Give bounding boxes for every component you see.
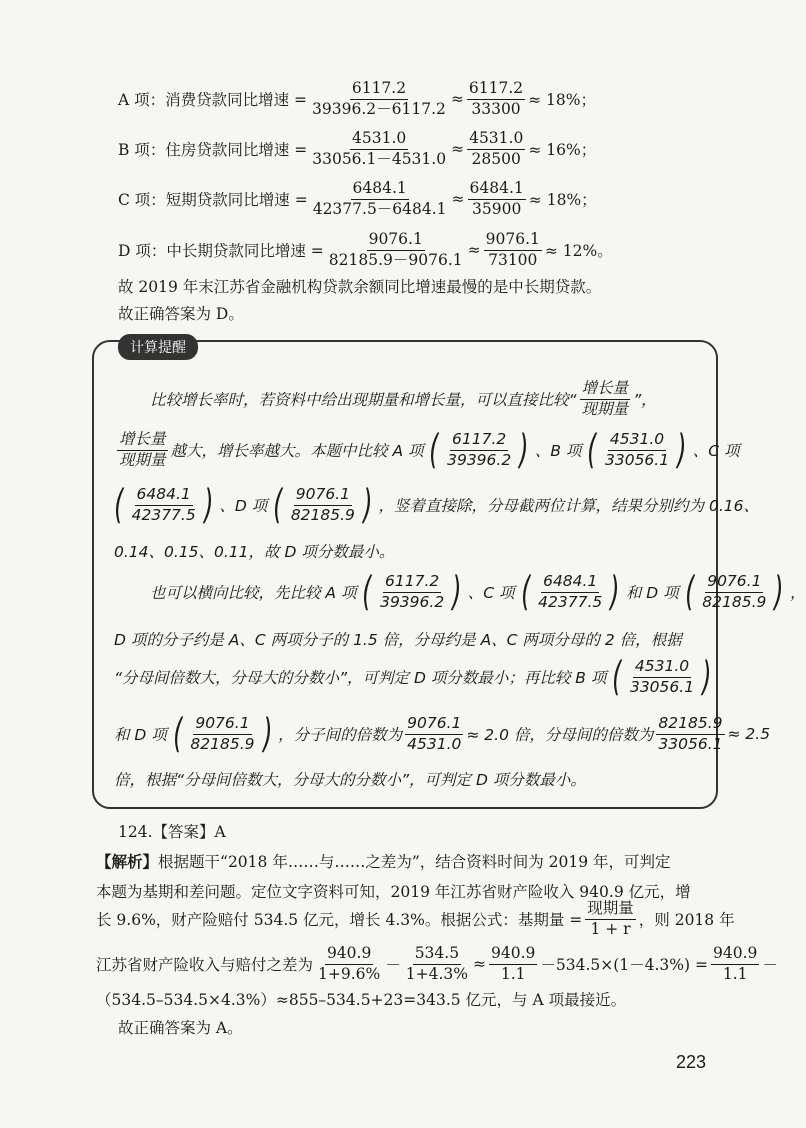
tip-line-4: 0.14、0.15、0.11，故 D 项分数最小。 xyxy=(114,543,395,561)
tip-text: 、B 项 xyxy=(534,442,582,460)
tip-text: ，分子间的倍数为 xyxy=(278,726,403,744)
numerator: 6117.2 xyxy=(467,80,525,100)
numerator: 6484.1 xyxy=(135,486,193,506)
option-c-result: ≈ 18%； xyxy=(528,191,597,210)
denominator: 28500 xyxy=(471,149,521,168)
analysis-text: 江苏省财产险收入与赔付之差为 xyxy=(96,956,314,975)
q124-answer: 124.【答案】A xyxy=(118,823,226,841)
denominator: 42377.5 xyxy=(131,505,196,524)
approx-sign: ≈ xyxy=(467,241,481,260)
analysis-text: 长 9.6%，财产险赔付 534.5 亿元，增长 4.3%。根据公式：基期量 = xyxy=(96,911,583,930)
option-d-result: ≈ 12%。 xyxy=(544,242,613,261)
numerator: 9076.1 xyxy=(294,486,352,506)
denominator: 1+4.3% xyxy=(405,964,468,983)
paren-fraction-a: ( $\frac{6117.2}{39396.2}$ ) xyxy=(429,427,529,473)
minus-sign: － xyxy=(762,956,778,975)
denominator: 39396.2 xyxy=(380,592,445,611)
numerator: 4531.0 xyxy=(467,130,525,150)
option-c-label: C 项：短期贷款同比增速 = xyxy=(118,191,308,210)
tip-fraction-growth-ratio xyxy=(580,380,631,419)
tip-text: 、C 项 xyxy=(467,584,515,602)
numerator: 6484.1 xyxy=(468,180,526,200)
numerator: 6484.1 xyxy=(351,180,409,200)
numerator-ratio-fraction xyxy=(405,715,463,754)
denominator: 42377.5－6484.1 xyxy=(312,199,447,218)
option-d-fraction-2 xyxy=(484,231,542,270)
option-a-fraction-1 xyxy=(310,80,448,119)
numerator: 9076.1 xyxy=(484,231,542,251)
tip-text: 比较增长率时，若资料中给出现期量和增长量，可以直接比较“ xyxy=(150,391,577,410)
calc-fraction-2 xyxy=(404,945,470,984)
tip-text: ≈ 2.5 xyxy=(727,725,771,743)
numerator: 增长量 xyxy=(117,431,168,451)
numerator: 6484.1 xyxy=(541,573,599,593)
tip-text: ≈ 2.0 倍，分母间的倍数为 xyxy=(466,726,654,744)
denominator-ratio-fraction xyxy=(656,715,724,754)
numerator: 82185.9 xyxy=(656,715,724,735)
tip-text: 越大，增长率越大。本题中比较 A 项 xyxy=(170,442,424,460)
numerator: 940.9 xyxy=(711,945,759,965)
denominator: 33056.1 xyxy=(604,450,670,469)
numerator: 9076.1 xyxy=(367,231,425,251)
option-b-line xyxy=(118,130,596,169)
minus-sign: － xyxy=(385,956,401,975)
numerator: 534.5 xyxy=(413,945,461,965)
numerator: 940.9 xyxy=(489,945,537,965)
option-a-fraction-2 xyxy=(467,80,525,119)
denominator: 1 + r xyxy=(590,919,631,938)
denominator: 39396.2 xyxy=(447,450,512,469)
option-d-line xyxy=(118,231,613,270)
tip-badge: 计算提醒 xyxy=(118,334,198,360)
option-a-label: A 项：消费贷款同比增速 = xyxy=(118,91,308,110)
denominator: 82185.9－9076.1 xyxy=(328,250,463,269)
paren-fraction-a-2: ( $\frac{6117.2}{39396.2}$ ) xyxy=(362,569,462,615)
tip-line-2 xyxy=(114,427,740,473)
tip-text: 和 D 项 xyxy=(625,584,679,602)
analysis-text: ，则 2018 年 xyxy=(638,911,735,930)
option-c-fraction-2 xyxy=(468,180,526,219)
q124-line-1 xyxy=(96,850,671,872)
denominator: 33056.1－4531.0 xyxy=(312,149,447,168)
q124-line-4 xyxy=(96,945,778,984)
denominator: 39396.2－6117.2 xyxy=(312,99,446,118)
option-b-fraction-2 xyxy=(467,130,525,169)
tip-line-8 xyxy=(114,711,771,757)
option-a-result: ≈ 18%； xyxy=(528,91,597,110)
denominator: 33056.1 xyxy=(658,734,723,753)
denominator: 73100 xyxy=(488,250,538,269)
q124-line-2: 本题为基期和差问题。定位文字资料可知，2019 年江苏省财产险收入 940.9 亿元，增 xyxy=(96,883,691,901)
numerator: 现期量 xyxy=(585,900,636,920)
option-c-fraction-1 xyxy=(311,180,449,219)
denominator: 82185.9 xyxy=(702,592,767,611)
tip-line-1 xyxy=(150,380,657,419)
tip-text: ”， xyxy=(633,391,657,410)
option-b-fraction-1 xyxy=(310,130,448,169)
option-d-fraction-1 xyxy=(327,231,465,270)
tip-fraction-growth-ratio-2 xyxy=(117,431,168,470)
approx-sign: ≈ xyxy=(473,955,486,974)
denominator: 1+9.6% xyxy=(318,964,381,983)
tip-line-9: 倍，根据“分母间倍数大，分母大的分数小”，可判定 D 项分数最小。 xyxy=(114,771,586,789)
base-period-formula xyxy=(585,900,636,939)
tip-text: ，竖着直接除，分母截两位计算，结果分别约为 0.16、 xyxy=(378,497,759,515)
page-number: 223 xyxy=(676,1052,707,1072)
q124-line-3 xyxy=(96,900,735,939)
paren-fraction-c-2: ( $\frac{6484.1}{42377.5}$ ) xyxy=(520,569,620,615)
tip-text: “分母间倍数大，分母大的分数小”，可判定 D 项分数最小；再比较 B 项 xyxy=(114,669,607,687)
numerator: 9076.1 xyxy=(193,715,251,735)
denominator: 82185.9 xyxy=(190,734,255,753)
denominator: 现期量 xyxy=(581,399,629,418)
approx-sign: ≈ xyxy=(451,140,465,159)
tip-text: 也可以横向比较，先比较 A 项 xyxy=(150,584,357,602)
numerator: 4531.0 xyxy=(633,658,691,678)
paren-fraction-d: ( $\frac{9076.1}{82185.9}$ ) xyxy=(273,482,373,528)
option-d-label: D 项：中长期贷款同比增速 = xyxy=(118,242,324,261)
numerator: 940.9 xyxy=(325,945,373,965)
tip-text: 、D 项 xyxy=(219,497,268,515)
q124-line-5: （534.5–534.5×4.3%）≈855–534.5+23=343.5 亿元，与 A 项最接近。 xyxy=(96,991,627,1009)
q124-final-answer: 故正确答案为 A。 xyxy=(118,1019,243,1037)
conclusion-text: 故 2019 年末江苏省金融机构贷款余额同比增速最慢的是中长期贷款。 xyxy=(118,278,602,296)
numerator: 9076.1 xyxy=(705,573,763,593)
analysis-text: －534.5×(1－4.3%) = xyxy=(540,956,708,975)
tip-text: ， xyxy=(790,584,806,602)
numerator: 6117.2 xyxy=(450,431,508,451)
approx-sign: ≈ xyxy=(451,190,465,209)
calc-fraction-1 xyxy=(316,945,382,984)
denominator: 33300 xyxy=(471,99,521,118)
tip-text: 和 D 项 xyxy=(114,726,167,744)
denominator: 4531.0 xyxy=(407,734,462,753)
denominator: 现期量 xyxy=(119,450,166,469)
analysis-label: 【解析】 xyxy=(96,852,159,871)
tip-line-3 xyxy=(108,482,759,528)
option-b-label: B 项：住房贷款同比增速 = xyxy=(118,141,308,160)
paren-fraction-d-3: ( $\frac{9076.1}{82185.9}$ ) xyxy=(172,711,273,757)
numerator: 4531.0 xyxy=(608,431,666,451)
denominator: 42377.5 xyxy=(538,592,603,611)
paren-fraction-b-2: ( $\frac{4531.0}{33056.1}$ ) xyxy=(612,654,712,700)
paren-fraction-c: ( $\frac{6484.1}{42377.5}$ ) xyxy=(114,482,214,528)
tip-line-7 xyxy=(114,654,718,700)
calc-fraction-3 xyxy=(489,945,537,984)
tip-text: 、C 项 xyxy=(692,442,740,460)
tip-line-6: D 项的分子约是 A、C 两项分子的 1.5 倍，分母约是 A、C 两项分母的 2 倍，根据 xyxy=(114,631,682,649)
numerator: 4531.0 xyxy=(350,130,408,150)
denominator: 1.1 xyxy=(500,964,526,983)
numerator: 6117.2 xyxy=(383,573,441,593)
option-a-line xyxy=(118,80,596,119)
denominator: 1.1 xyxy=(722,964,748,983)
denominator: 82185.9 xyxy=(290,505,355,524)
denominator: 35900 xyxy=(472,199,522,218)
analysis-text: 根据题干“2018 年……与……之差为”，结合资料时间为 2019 年，可判定 xyxy=(158,853,671,871)
numerator: 6117.2 xyxy=(350,80,408,100)
option-b-result: ≈ 16%； xyxy=(528,141,597,160)
numerator: 9076.1 xyxy=(405,715,463,735)
approx-sign: ≈ xyxy=(450,90,464,109)
paren-fraction-d-2: ( $\frac{9076.1}{82185.9}$ ) xyxy=(684,569,784,615)
paren-fraction-b: ( $\frac{4531.0}{33056.1}$ ) xyxy=(587,427,687,473)
calc-fraction-4 xyxy=(711,945,759,984)
denominator: 33056.1 xyxy=(629,677,695,696)
tip-line-5 xyxy=(150,569,806,615)
answer-text: 故正确答案为 D。 xyxy=(118,305,244,323)
option-c-line xyxy=(118,180,597,219)
numerator: 增长量 xyxy=(580,380,631,400)
